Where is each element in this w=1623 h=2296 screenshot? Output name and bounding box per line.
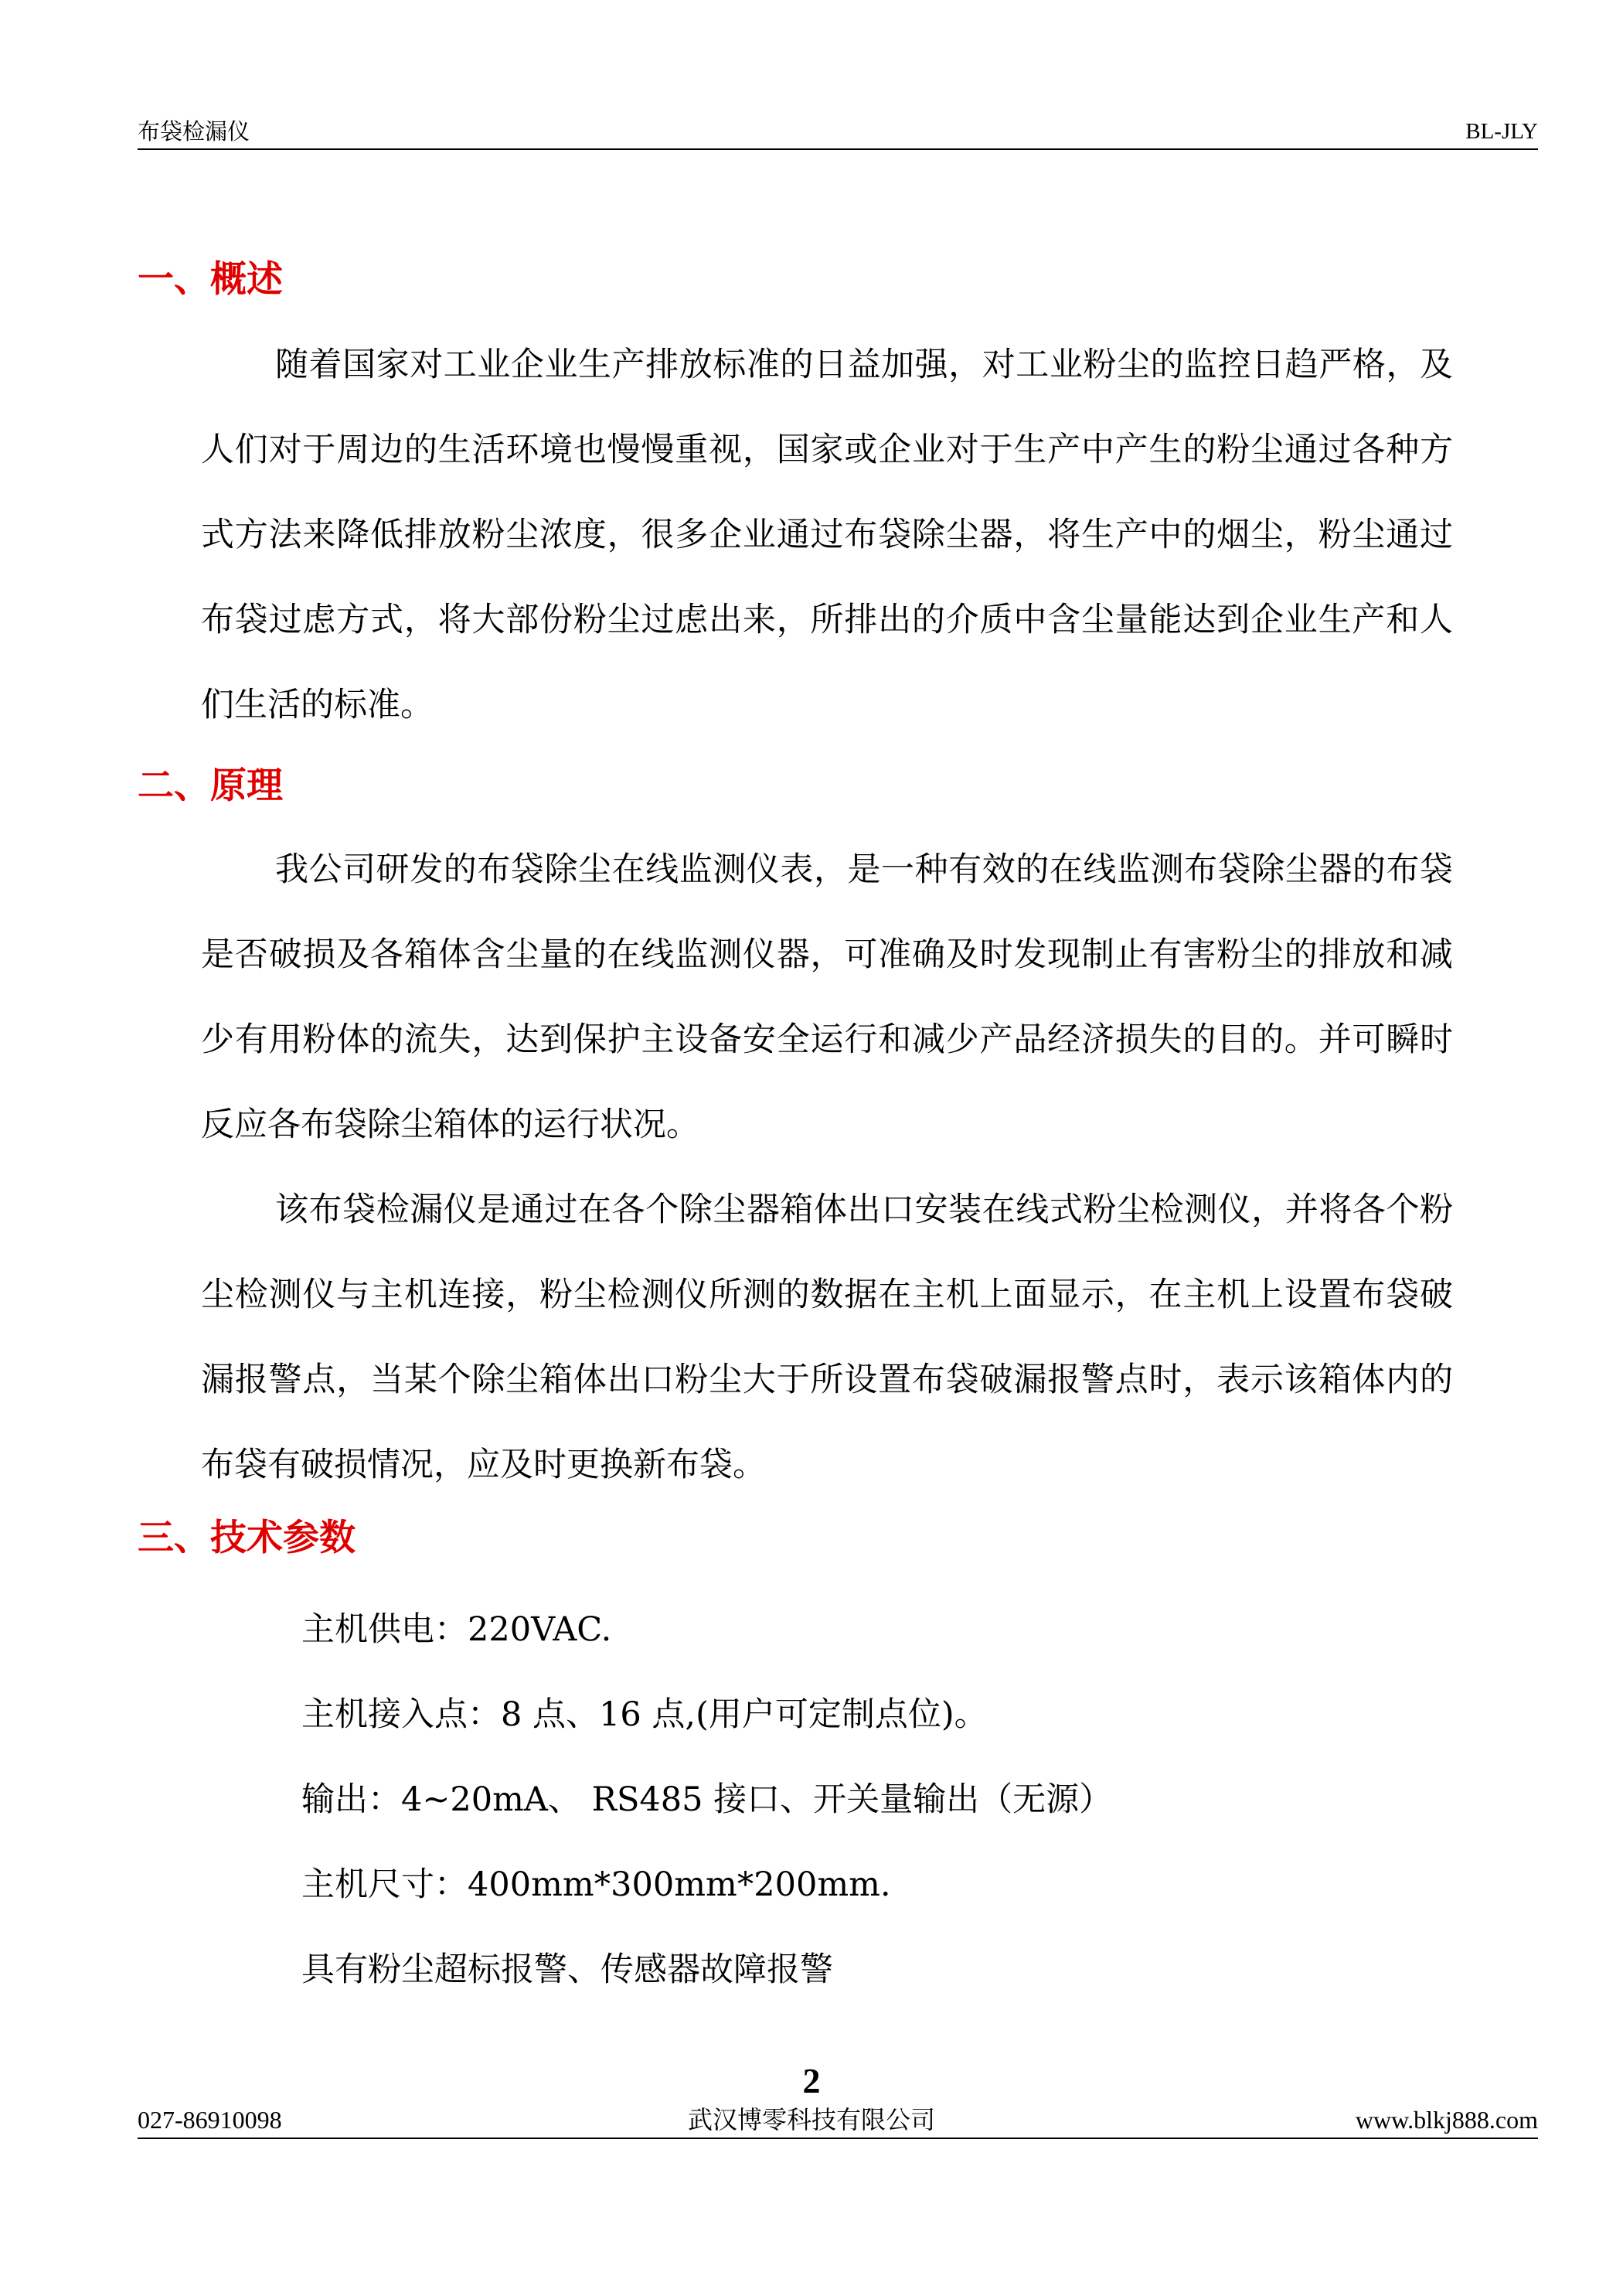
spec-item-power: 主机供电：220VAC. [301, 1610, 612, 1649]
header-product-name: 布袋检漏仪 [138, 118, 250, 145]
footer-company: 武汉博零科技有限公司 [687, 2105, 935, 2134]
overview-paragraph [201, 322, 1453, 748]
principle-paragraph-1 [201, 827, 1453, 1167]
footer-rule [138, 2138, 1538, 2139]
header-model: BL-JLY [1465, 119, 1538, 144]
section-title-overview: 一、概述 [138, 258, 283, 301]
spec-item-size: 主机尺寸：400mm*300mm*200mm. [301, 1865, 891, 1904]
footer-phone: 027-86910098 [138, 2106, 282, 2134]
overview-paragraph-text: 随着国家对工业企业生产排放标准的日益加强，对工业粉尘的监控日趋严格，及人们对于周边的生活环境也慢慢重视，国家或企业对于生产中产生的粉尘通过各种方式方法来降低排放粉尘浓度，很多企业通过布袋除尘器，将生产中的烟尘，粉尘通过布袋过虑方式，将大部份粉尘过虑出来，所排出的介质中含尘量能达到企业生产和人们生活的标准。 [201, 346, 1453, 724]
principle-paragraph-1-text: 我公司研发的布袋除尘在线监测仪表，是一种有效的在线监测布袋除尘器的布袋是否破损及各箱体含尘量的在线监测仪器，可准确及时发现制止有害粉尘的排放和减少有用粉体的流失，达到保护主设备安全运行和减少产品经济损失的目的。并可瞬时反应各布袋除尘箱体的运行状况。 [201, 850, 1453, 1144]
header-rule [138, 148, 1538, 150]
section-title-principle: 二、原理 [138, 765, 283, 807]
principle-paragraph-2-text: 该布袋检漏仪是通过在各个除尘器箱体出口安装在线式粉尘检测仪，并将各个粉尘检测仪与主机连接，粉尘检测仪所测的数据在主机上面显示，在主机上设置布袋破漏报警点，当某个除尘箱体出口粉尘大于所设置布袋破漏报警点时，表示该箱体内的布袋有破损情况，应及时更换新布袋。 [201, 1191, 1453, 1484]
spec-item-access-points: 主机接入点：8 点、16 点,(用户可定制点位)。 [301, 1695, 988, 1734]
spec-item-output: 输出：4~20mA、 RS485 接口、开关量输出（无源） [301, 1780, 1113, 1819]
principle-paragraph-2 [201, 1167, 1453, 1507]
spec-item-alarms: 具有粉尘超标报警、传感器故障报警 [301, 1950, 833, 1989]
section-title-specs: 三、技术参数 [138, 1517, 356, 1559]
page-number: 2 [802, 2061, 821, 2100]
footer-website: www.blkj888.com [1355, 2106, 1538, 2134]
